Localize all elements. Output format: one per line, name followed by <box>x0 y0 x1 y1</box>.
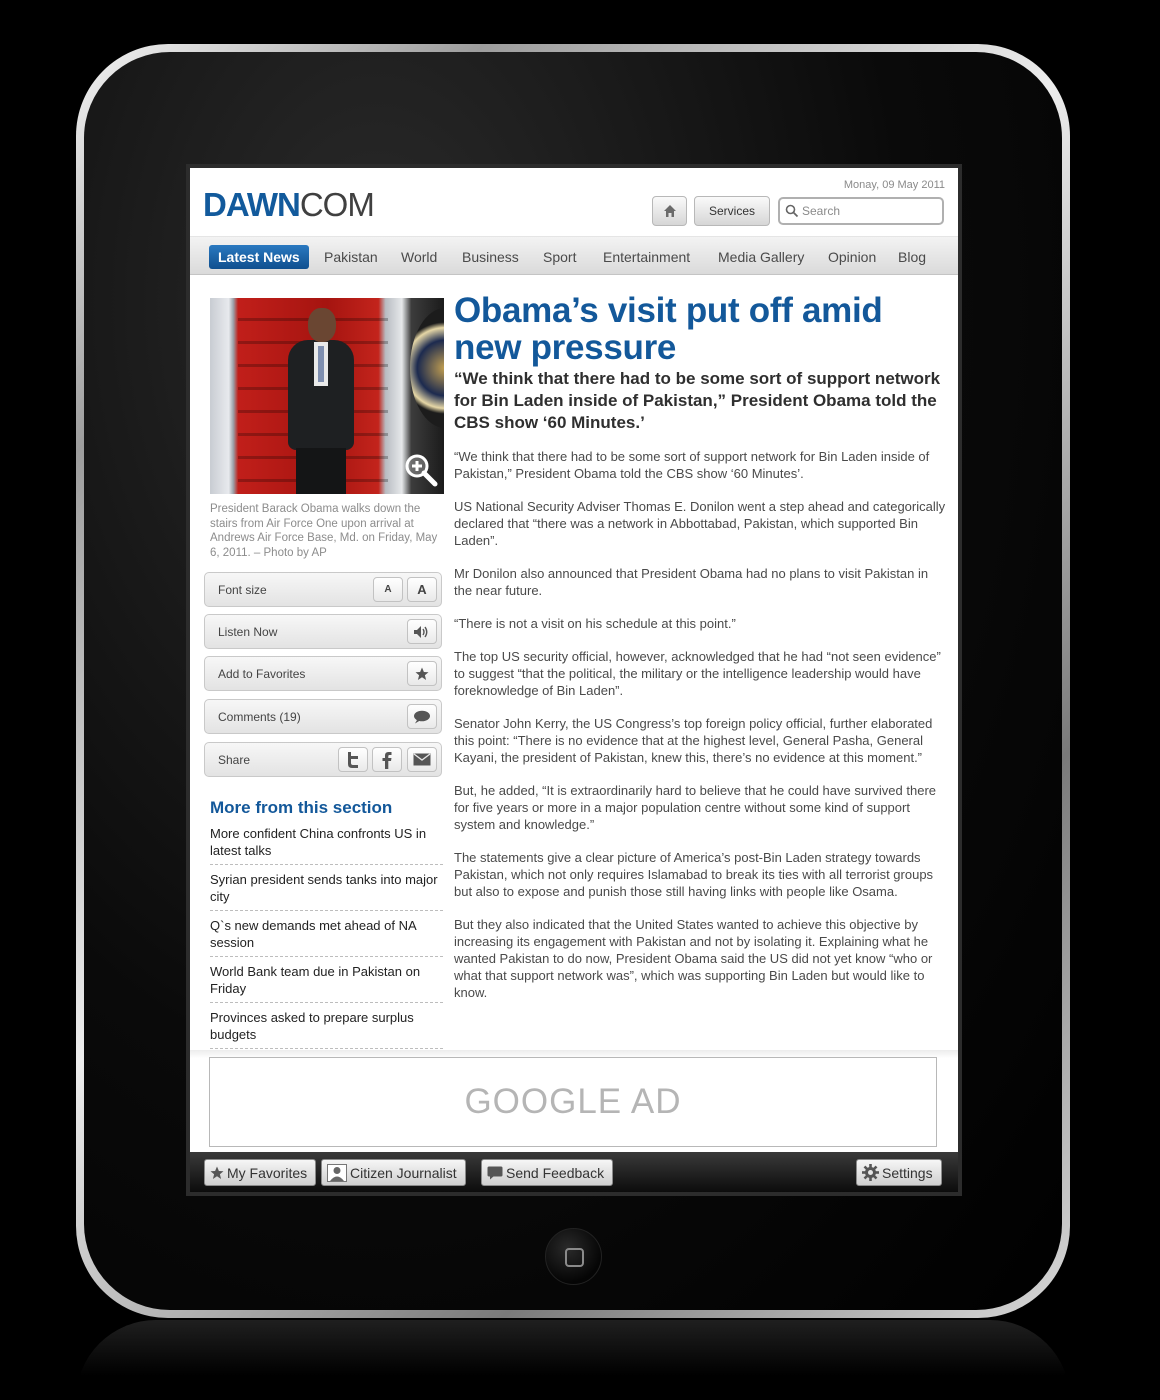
logo-suffix: COM <box>299 186 374 223</box>
gear-icon <box>862 1164 879 1181</box>
add-to-favorites-row[interactable] <box>204 656 442 691</box>
article-paragraph: But, he added, “It is extraordinarily hard to believe that he could have survived there for five years or more in a major population centre without some kind of support system and knowledge.” <box>454 783 937 832</box>
my-favorites-button[interactable] <box>204 1159 316 1186</box>
add-to-favorites-label: Add to Favorites <box>218 667 306 681</box>
house-icon <box>663 204 677 218</box>
font-larger-button[interactable]: A <box>407 577 437 602</box>
email-share-button[interactable] <box>407 747 437 772</box>
main-nav <box>190 236 958 275</box>
search-input[interactable] <box>802 204 932 218</box>
device-home-button[interactable] <box>545 1228 602 1285</box>
search-box[interactable] <box>778 197 944 225</box>
send-feedback-button[interactable] <box>481 1159 613 1186</box>
article-paragraph: “There is not a visit on his schedule at this point.” <box>454 616 736 631</box>
listen-now-row[interactable] <box>204 614 442 649</box>
current-date: Monay, 09 May 2011 <box>843 179 945 191</box>
google-ad-banner[interactable]: GOOGLE AD <box>209 1057 937 1147</box>
list-item[interactable]: World Bank team due in Pakistan on Friday <box>210 963 443 1003</box>
article-paragraph: “We think that there had to be some sort of support network for Bin Laden inside of Pakistan,” President Obama told the CBS show ‘60 Minutes’. <box>454 449 930 481</box>
twitter-icon <box>345 751 361 769</box>
facebook-icon <box>381 751 393 769</box>
speech-bubble-icon <box>413 710 431 724</box>
person-icon <box>327 1164 347 1182</box>
nav-item-opinion[interactable]: Opinion <box>828 249 877 265</box>
search-icon <box>785 204 799 218</box>
article-paragraph: Mr Donilon also announced that President Obama had no plans to visit Pakistan in the near future. <box>454 566 929 598</box>
nav-item-business[interactable]: Business <box>462 249 519 265</box>
article-body <box>454 448 946 1017</box>
photo-seal <box>410 308 444 428</box>
more-from-section-title: More from this section <box>210 798 393 817</box>
article-paragraph: The statements give a clear picture of America’s post-Bin Laden strategy towards Pakistan, which not only requires Islamabad to break its ties with all terrorist groups but also to expose and punish those still having links with people like Osama. <box>454 850 934 899</box>
article-paragraph: The top US security official, however, acknowledged that he had “not seen evidence” to suggest “that the political, the military or the intelligence leadership would have foreknowledge of Bin Laden”. <box>454 649 941 698</box>
device-reflection <box>76 1320 1070 1400</box>
envelope-icon <box>413 753 431 766</box>
photo-person-legs <box>296 448 346 494</box>
twitter-share-button[interactable] <box>338 747 368 772</box>
favorite-star-button[interactable] <box>407 661 437 686</box>
my-favorites-label: My Favorites <box>227 1164 308 1181</box>
comments-label: Comments (19) <box>218 710 301 724</box>
list-item[interactable]: Provinces asked to prepare surplus budgets <box>210 1009 443 1049</box>
nav-item-blog[interactable]: Blog <box>898 249 927 265</box>
photo-person-tie <box>318 346 324 382</box>
font-size-row <box>204 572 442 607</box>
article-subhead: “We think that there had to be some sort of support network for Bin Laden inside of Pakistan,” President Obama told the CBS show ‘60 Minutes.’ <box>454 369 941 432</box>
home-square-icon <box>565 1248 584 1267</box>
share-row <box>204 742 442 777</box>
nav-item-pakistan[interactable]: Pakistan <box>324 249 378 265</box>
comments-button[interactable] <box>407 704 437 729</box>
home-button[interactable] <box>652 196 687 226</box>
settings-button[interactable] <box>856 1159 942 1186</box>
comments-row[interactable] <box>204 699 442 734</box>
logo-main: DAWN <box>203 186 300 223</box>
speaker-icon <box>413 625 431 639</box>
services-button[interactable]: Services <box>694 196 770 226</box>
nav-item-sport[interactable]: Sport <box>543 249 577 265</box>
more-from-section-list <box>210 825 443 1055</box>
article-photo[interactable] <box>210 298 444 494</box>
speech-bubble-icon <box>487 1166 503 1180</box>
nav-item-world[interactable]: World <box>401 249 438 265</box>
photo-person-head <box>308 308 336 342</box>
bottom-toolbar <box>190 1152 958 1192</box>
nav-item-latest-news[interactable]: Latest News <box>209 245 309 269</box>
article-paragraph: US National Security Adviser Thomas E. Donilon went a step ahead and categorically declared that “there was a network in Abbottabad, Pakistan, which supported Bin Laden”. <box>454 499 946 548</box>
site-header <box>190 168 958 236</box>
list-item[interactable]: Syrian president sends tanks into major city <box>210 871 443 911</box>
article-paragraph: Senator John Kerry, the US Congress’s top foreign policy official, further elaborated this point: “There is no evidence that at the highest level, General Pasha, General Kayani, the president of Pakistan, knew this, there’s no evidence at this moment.” <box>454 716 933 765</box>
photo-caption: President Barack Obama walks down the stairs from Air Force One upon arrival at Andrews Air Force Base, Md. on Friday, May 6, 2011. – Photo by AP <box>210 503 438 559</box>
share-label: Share <box>218 753 251 767</box>
screen <box>190 168 958 1192</box>
list-item[interactable]: Q`s new demands met ahead of NA session <box>210 917 443 957</box>
font-smaller-button[interactable]: A <box>373 577 403 602</box>
star-icon <box>415 667 429 681</box>
site-logo[interactable] <box>203 186 374 224</box>
listen-now-label: Listen Now <box>218 625 278 639</box>
citizen-journalist-button[interactable] <box>321 1159 466 1186</box>
zoom-in-icon[interactable] <box>403 452 439 488</box>
star-icon <box>210 1166 224 1180</box>
list-item[interactable]: More confident China confronts US in latest talks <box>210 825 443 865</box>
font-size-label: Font size <box>218 583 267 597</box>
send-feedback-label: Send Feedback <box>506 1164 605 1181</box>
nav-item-entertainment[interactable]: Entertainment <box>603 249 691 265</box>
facebook-share-button[interactable] <box>372 747 402 772</box>
article-headline: Obama’s visit put off amid new pressure <box>454 291 883 367</box>
citizen-journalist-label: Citizen Journalist <box>350 1164 457 1181</box>
article-paragraph: But they also indicated that the United States wanted to achieve this objective by increasing its engagement with Pakistan and not by isolating it. Explaining what he wanted Pakistan to do now, President Obama said the US did not yet know “who or what that support network was”, which was supporting Bin Laden but would like to know. <box>454 917 933 1000</box>
speaker-button[interactable] <box>407 619 437 644</box>
settings-label: Settings <box>882 1164 933 1181</box>
nav-item-media-gallery[interactable]: Media Gallery <box>718 249 805 265</box>
